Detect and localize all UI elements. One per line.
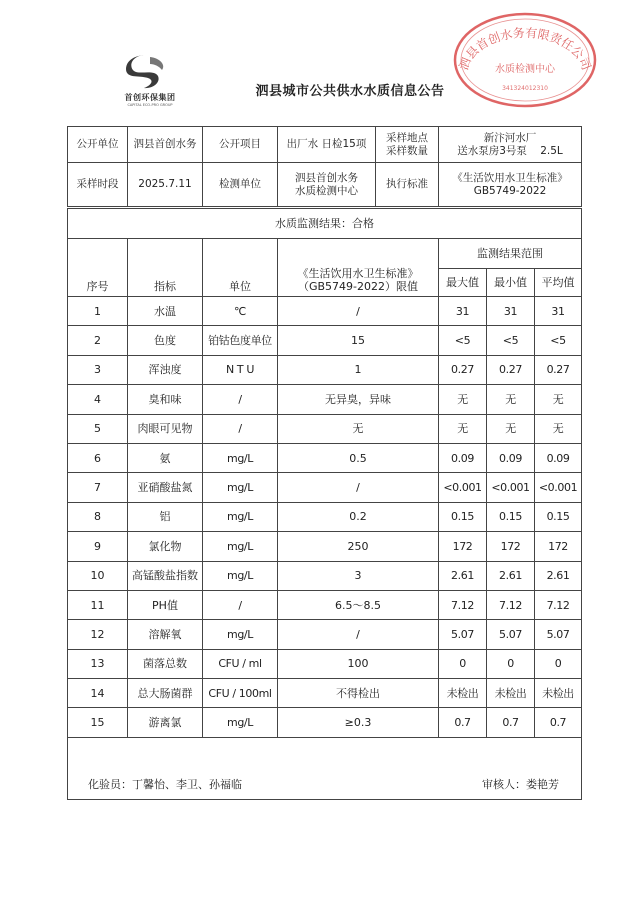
reviewer-signature: 审核人：娄艳芳 [482,777,559,791]
lab-line-2: 水质检测中心 [295,184,358,197]
table-row [68,679,582,708]
row-unit: mg/L [203,532,278,561]
row-min: 0.7 [487,708,535,737]
col-min: 最小值 [487,269,535,297]
disclosure-unit-label: 公开单位 [68,127,128,163]
row-no: 7 [68,473,128,502]
limit-header-line-1: 《生活饮用水卫生标准》 [297,267,419,280]
row-min: 0.09 [487,443,535,472]
row-unit: mg/L [203,502,278,531]
row-limit: 6.5～8.5 [278,590,439,619]
table-row [68,473,582,502]
row-min: 0.15 [487,502,535,531]
row-min: 无 [487,414,535,443]
row-min: 无 [487,385,535,414]
row-indicator: 总大肠菌群 [128,679,203,708]
row-no: 10 [68,561,128,590]
row-limit: 100 [278,649,439,678]
row-indicator: 氯化物 [128,532,203,561]
col-max: 最大值 [439,269,487,297]
row-max: <0.001 [439,473,487,502]
qty-label: 采样数量 [386,144,428,157]
row-indicator: 菌落总数 [128,649,203,678]
row-min: 31 [487,297,535,326]
col-unit: 单位 [203,239,278,297]
row-no: 11 [68,590,128,619]
table-row [68,414,582,443]
time-label: 采样时段 [68,163,128,207]
logo-name: 首创环保集团 [124,93,176,102]
row-indicator: 高锰酸盐指数 [128,561,203,590]
row-no: 13 [68,649,128,678]
row-limit: 无异臭，异味 [278,385,439,414]
row-min: <0.001 [487,473,535,502]
logo-name-en: CAPITAL ECO-PRO GROUP [127,103,173,107]
table-row [68,443,582,472]
table-row [68,297,582,326]
row-indicator: 氨 [128,443,203,472]
row-limit: 3 [278,561,439,590]
testing-lab [278,163,376,207]
col-indicator: 指标 [128,239,203,297]
row-max: 2.61 [439,561,487,590]
row-avg: 0.09 [535,443,582,472]
table-row [68,620,582,649]
row-max: 未检出 [439,679,487,708]
table-row [68,385,582,414]
row-no: 5 [68,414,128,443]
row-indicator: 溶解氧 [128,620,203,649]
lab-label: 检测单位 [203,163,278,207]
row-indicator: 色度 [128,326,203,355]
row-avg: 0 [535,649,582,678]
row-indicator: 水温 [128,297,203,326]
row-max: 0.15 [439,502,487,531]
row-unit: / [203,385,278,414]
row-no: 9 [68,532,128,561]
row-limit: / [278,620,439,649]
row-min: 172 [487,532,535,561]
row-avg: 0.27 [535,355,582,384]
row-no: 15 [68,708,128,737]
row-unit: N T U [203,355,278,384]
row-avg: 172 [535,532,582,561]
row-indicator: 铝 [128,502,203,531]
disclosure-unit: 泗县首创水务 [128,127,203,163]
row-max: 0.7 [439,708,487,737]
row-min: <5 [487,326,535,355]
row-no: 3 [68,355,128,384]
limit-header-line-2: （GB5749-2022）限值 [297,280,419,293]
row-avg: <0.001 [535,473,582,502]
row-avg: 0.15 [535,502,582,531]
sampling-info-table [67,126,582,207]
row-indicator: 浑浊度 [128,355,203,384]
site-qty-values [439,127,582,163]
row-min: 0.27 [487,355,535,384]
row-max: 0 [439,649,487,678]
row-max: 31 [439,297,487,326]
result-title: 水质监测结果：合格 [68,209,582,239]
official-seal-stamp [452,10,598,110]
row-avg: 2.61 [535,561,582,590]
row-limit: 15 [278,326,439,355]
row-unit: 铂钴色度单位 [203,326,278,355]
table-row [68,649,582,678]
row-unit: / [203,414,278,443]
row-limit: / [278,297,439,326]
row-avg: 无 [535,385,582,414]
sampling-time: 2025.7.11 [128,163,203,207]
row-unit: CFU / ml [203,649,278,678]
row-no: 1 [68,297,128,326]
row-avg: 5.07 [535,620,582,649]
std-line-2: GB5749-2022 [473,184,547,197]
row-no: 8 [68,502,128,531]
document-title: 泗县城市公共供水水质信息公告 [255,84,445,99]
row-unit: mg/L [203,561,278,590]
svg-text:泗县首创水务有限责任公司: 泗县首创水务有限责任公司 [456,25,594,72]
row-limit: 0.2 [278,502,439,531]
row-min: 0 [487,649,535,678]
row-limit: 250 [278,532,439,561]
row-max: 172 [439,532,487,561]
row-max: 0.27 [439,355,487,384]
col-limit [278,239,439,297]
row-indicator: 亚硝酸盐氮 [128,473,203,502]
row-no: 14 [68,679,128,708]
row-max: 无 [439,385,487,414]
row-no: 12 [68,620,128,649]
row-min: 2.61 [487,561,535,590]
testers-signature: 化验员：丁馨怡、李卫、孙福临 [88,777,242,791]
row-unit: mg/L [203,443,278,472]
row-avg: 无 [535,414,582,443]
row-no: 6 [68,443,128,472]
row-limit: 1 [278,355,439,384]
svg-text:水质检测中心: 水质检测中心 [495,64,555,75]
row-unit: ℃ [203,297,278,326]
result-rows [68,297,582,738]
row-unit: / [203,590,278,619]
row-limit: ≥0.3 [278,708,439,737]
row-avg: 31 [535,297,582,326]
row-min: 未检出 [487,679,535,708]
row-limit: 无 [278,414,439,443]
row-max: <5 [439,326,487,355]
row-max: 7.12 [439,590,487,619]
item-label: 公开项目 [203,127,278,163]
std-line-1: 《生活饮用水卫生标准》 [452,171,568,184]
svg-text:341324012310: 341324012310 [502,85,548,92]
row-indicator: 肉眼可见物 [128,414,203,443]
row-limit: 不得检出 [278,679,439,708]
table-row [68,708,582,737]
sampling-site: 新汴河水厂 [483,131,537,144]
table-row [68,355,582,384]
row-unit: mg/L [203,620,278,649]
table-row [68,590,582,619]
row-max: 0.09 [439,443,487,472]
col-avg: 平均值 [535,269,582,297]
table-row [68,502,582,531]
std-label: 执行标准 [376,163,439,207]
row-limit: / [278,473,439,502]
row-max: 无 [439,414,487,443]
col-range: 监测结果范围 [439,239,582,269]
site-qty-labels [376,127,439,163]
row-max: 5.07 [439,620,487,649]
row-indicator: PH值 [128,590,203,619]
table-row [68,532,582,561]
row-limit: 0.5 [278,443,439,472]
row-min: 5.07 [487,620,535,649]
row-avg: 未检出 [535,679,582,708]
lab-line-1: 泗县首创水务 [295,171,358,184]
col-no: 序号 [68,239,128,297]
table-row [68,326,582,355]
row-unit: mg/L [203,708,278,737]
row-unit: CFU / 100ml [203,679,278,708]
row-unit: mg/L [203,473,278,502]
row-avg: 0.7 [535,708,582,737]
row-no: 4 [68,385,128,414]
row-indicator: 游离氯 [128,708,203,737]
sampling-qty: 送水泵房3号泵 2.5L [457,144,563,157]
footer-cell [68,737,582,799]
site-label: 采样地点 [386,131,428,144]
table-row [68,561,582,590]
row-indicator: 臭和味 [128,385,203,414]
row-avg: <5 [535,326,582,355]
water-quality-results-table [67,208,582,800]
applied-standard [439,163,582,207]
row-no: 2 [68,326,128,355]
public-item: 出厂水 日检15项 [278,127,376,163]
row-avg: 7.12 [535,590,582,619]
row-min: 7.12 [487,590,535,619]
